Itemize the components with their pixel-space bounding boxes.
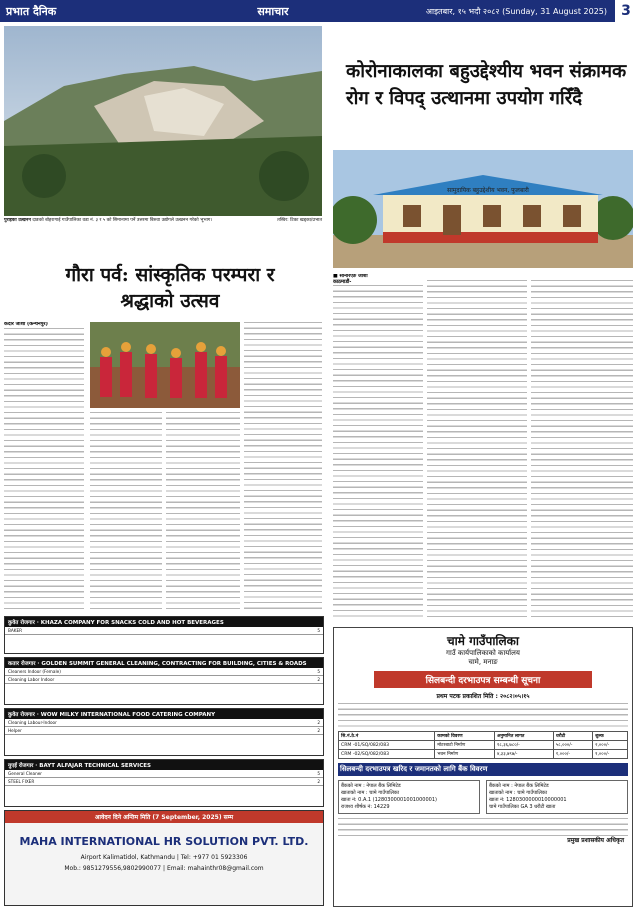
ad4-title: युएई रोजगार [8, 763, 34, 769]
gaura-column-4 [244, 322, 322, 612]
ad4-row-1-job: General Cleaner [8, 771, 43, 776]
row-2-deposit: १,०००/- [553, 750, 592, 759]
notice-first-publication: प्रथम पटक प्रकाशित मिति : २०८२।०५।१५ [436, 693, 530, 700]
ad3-company: WOW MILKY INTERNATIONAL FOOD CATERING COMPANY [40, 712, 216, 718]
bank-details-right [486, 780, 628, 814]
application-deadline: आवेदन दिने अन्तिम मिति (7 September, 2025) सम्म [5, 811, 323, 823]
quarry-caption-title: पुराइका उत्खनन [4, 218, 31, 223]
row-2-fee: १,०००/- [593, 750, 628, 759]
ad2-row-2-job: Cleaning Labor Indoor [8, 677, 55, 682]
ad2-row-2-qty: 2 [317, 677, 320, 682]
job-ad-kuwait-1: कुवेत रोजगार · KHAZA COMPANY FOR SNACKS COLD AND HOT BEVERAGES BAKER 5 [4, 616, 324, 654]
ad4-company: BAYT ALFAJAR TECHNICAL SERVICES [39, 763, 151, 769]
bank-left-2: खाताको नाम : चामे गाउँपालिका [341, 790, 400, 796]
col-work: कामको विवरण [435, 732, 495, 741]
bank-left-4: राजश्व शीर्षक नं: 14229 [341, 804, 390, 810]
notice-signatory: प्रमुख प्रशासकीय अधिकृत [567, 837, 624, 844]
gaura-festival-photo [90, 322, 240, 408]
ad3-row-1-qty: 2 [317, 720, 320, 725]
page-header [0, 0, 637, 22]
ad3-row-1-job: Cleaning Labour-Indoor [8, 720, 57, 725]
ad2-company: GOLDEN SUMMIT GENERAL CLEANING, CONTRACTING FOR BUILDING, CITIES & ROADS [41, 661, 307, 667]
row-2-cost: ४,३३,७९७/- [494, 750, 553, 759]
recruiter-company-block [4, 810, 324, 906]
notice-office: चामे गाउँपालिका [446, 634, 519, 648]
deposit-title: सिलबन्दी दरभाउपत्र खरिद र जमानतको लागि बैंक विवरण [338, 763, 628, 776]
top-story-column-2 [427, 280, 527, 619]
gaura-column-1-text [4, 328, 84, 612]
row-2-id: CRM -02/SQ/082/083 [339, 750, 435, 759]
ad2-row-1-job: Cleaners Indoor (Female) [8, 669, 61, 674]
quarry-caption [4, 218, 322, 224]
ad1-row-1-qty: 5 [317, 628, 320, 633]
row-1-cost: १८,३६,७८०/- [494, 741, 553, 750]
ad4-row-2-job: STEEL FIXER [8, 779, 35, 784]
recruiter-contact: Mob.: 9851279556,9802990077 | Email: mahainthr08@gmail.com [64, 865, 264, 872]
col-fee: शुल्क [593, 732, 628, 741]
section-title: समाचार [257, 4, 289, 18]
top-story-headline: कोरोनाकालका बहुउद्देश्यीय भवन संक्रामक रोग र विपद् उत्थानमा उपयोग गरिँदै [346, 61, 627, 109]
issue-date: आइतबार, १५ भदौ २०८२ (Sunday, 31 August 2025) [425, 6, 607, 16]
gaura-headline: गौरा पर्व: सांस्कृतिक परम्परा र श्रद्धाको उत्सव [65, 264, 275, 312]
top-story-column-3 [531, 280, 633, 619]
gaura-column-1 [4, 322, 84, 612]
bank-right-1: बैंकको नाम : नेपाल बैंक लिमिटेड [489, 783, 549, 789]
bank-details-left [338, 780, 480, 814]
row-1-id: CRM -01/SQ/082/083 [339, 741, 435, 750]
table-row [339, 741, 628, 750]
notice-footer-text [338, 818, 628, 836]
row-2-work: भवन निर्माण [435, 750, 495, 759]
row-1-fee: २,०००/- [593, 741, 628, 750]
ad1-title: कुवेत रोजगार [8, 620, 35, 626]
ad2-row-1-qty: 5 [317, 669, 320, 674]
ad3-row-2-qty: 2 [317, 728, 320, 733]
ad3-row-2-job: Helper [8, 728, 22, 733]
gaura-festival-image [90, 322, 240, 408]
community-building-photo [333, 150, 633, 268]
notice-body-text [338, 703, 628, 729]
quarry-image [4, 26, 322, 216]
job-ad-uae: युएई रोजगार · BAYT ALFAJAR TECHNICAL SERVICES General Cleaner 5 STEEL FIXER 2 [4, 759, 324, 807]
bank-right-2: खाताको नाम : चामे गाउँपालिका [489, 790, 548, 796]
col-deposit: धरौटी [553, 732, 592, 741]
bank-right-3: खाता नं: 1280300000010000001 [489, 797, 567, 803]
ad2-title: कतार रोजगार [8, 661, 36, 667]
building-sign: सामुदायिक बहुउद्देशीय भवन, फुलबारी [447, 187, 529, 194]
notice-sub-office: गाउँ कार्यपालिकाको कार्यालय [446, 649, 520, 657]
top-story-column-1 [333, 274, 423, 619]
row-1-deposit: ५८,०००/- [553, 741, 592, 750]
ad4-row-2-qty: 2 [317, 779, 320, 784]
gaura-column-3 [166, 412, 240, 612]
newspaper-brand: प्रभात दैनिक [6, 4, 57, 18]
bank-left-1: बैंकको नाम : नेपाल बैंक लिमिटेड [341, 783, 401, 789]
table-row [339, 750, 628, 759]
quarry-photo-credit: तस्विर: टिका खड्का/प्रभात [277, 218, 322, 223]
ad1-row-1-job: BAKER [8, 628, 23, 633]
notice-title: सिलबन्दी दरभाउपत्र सम्बन्धी सूचना [374, 671, 592, 688]
notice-place: चामे, मनाङ [468, 658, 498, 666]
ad4-row-1-qty: 5 [317, 771, 320, 776]
recruiter-name: MAHA INTERNATIONAL HR SOLUTION PVT. LTD. [19, 835, 309, 848]
job-ad-qatar: कतार रोजगार · GOLDEN SUMMIT GENERAL CLEANING, CONTRACTING FOR BUILDING, CITIES & ROADS Cleaners Indoor (Female) 5 Cleaning Labor Indoor 2 [4, 657, 324, 705]
job-ad-kuwait-2: कुवेत रोजगार · WOW MILKY INTERNATIONAL FOOD CATERING COMPANY Cleaning Labour-Indoor 2 Helper 2 [4, 708, 324, 756]
gaura-byline: केदार जोशी (कन्चनपुर) [4, 322, 48, 327]
row-1-work: मोटरबाटो निर्माण [435, 741, 495, 750]
ad3-title: कुवेत रोजगार [8, 712, 35, 718]
community-building-image [333, 150, 633, 268]
top-story-dateline: काठमाडौं- [333, 278, 352, 285]
recruiter-address: Airport Kalimatidol, Kathmandu | Tel: +977 01 5923306 [80, 854, 248, 861]
quarry-caption-text: दाङको बोहरागाई गाउँपालिका वडा नं. ३ र ५ को सिमानामा पर्ने उत्तरमा बिरुवा उद्योगले उत्खनन गरेको भूभाग। [32, 218, 213, 223]
bank-left-3: खाता नं: 0.A.1 (1280300001001000001) [341, 797, 437, 803]
col-cost: अनुमानित लागत [494, 732, 553, 741]
tender-table [338, 731, 628, 759]
page-number: 3 [615, 0, 637, 22]
quarry-photo [4, 26, 322, 216]
top-story-byline: ■ सौनारएङ जोशी [333, 274, 368, 279]
ad1-company: KHAZA COMPANY FOR SNACKS COLD AND HOT BEVERAGES [40, 620, 224, 626]
col-id: सि.नं.ठे.नं [339, 732, 435, 741]
bank-right-4: चामे गाउँपालिका GA 3 धरौटी खाता [489, 804, 556, 810]
tender-notice [333, 627, 633, 907]
gaura-column-2 [90, 412, 162, 612]
